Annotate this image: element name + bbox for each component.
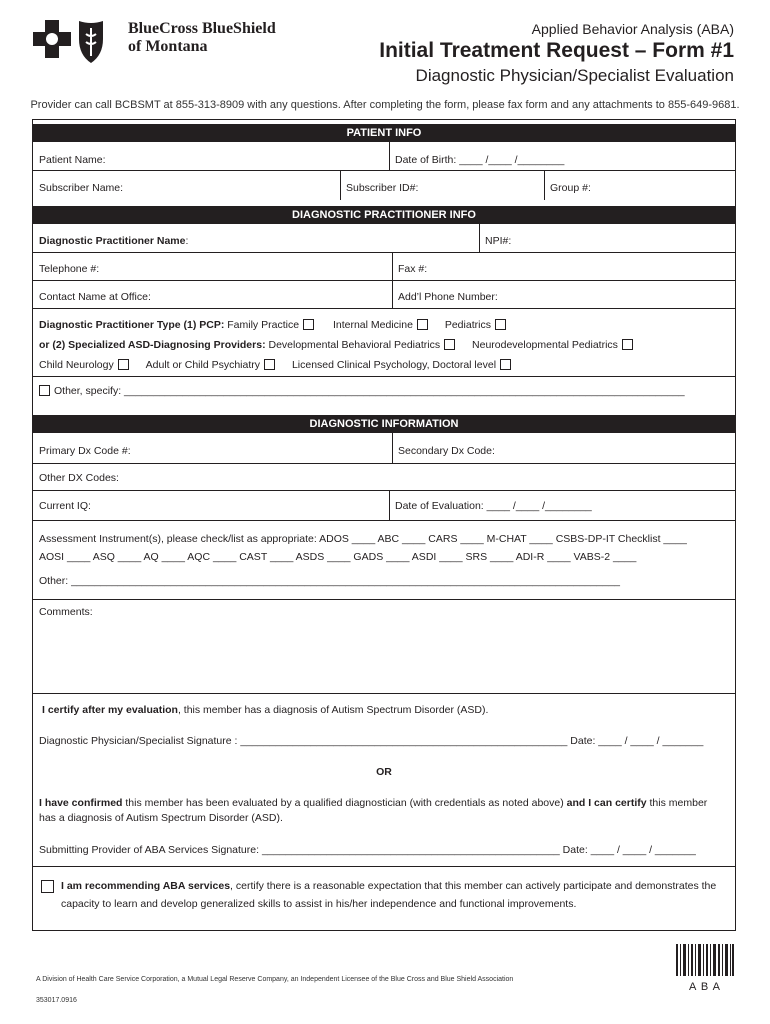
secondary-dx-field[interactable]: Secondary Dx Code: (398, 445, 495, 457)
practitioner-name-colon: : (185, 235, 189, 247)
form-subtitle: Diagnostic Physician/Specialist Evaluation (415, 66, 734, 85)
practitioner-type-row (39, 319, 506, 331)
opt-neurodevelopmental-pediatrics[interactable]: Neurodevelopmental Pediatrics (472, 339, 633, 351)
practitioner-name-label: Diagnostic Practitioner Name (39, 235, 186, 247)
opt-dev-behavioral-pediatrics[interactable]: Developmental Behavioral Pediatrics (269, 339, 456, 351)
checkbox-icon (444, 339, 455, 350)
recommend-aba-checkbox[interactable] (41, 880, 54, 893)
group-field[interactable]: Group #: (550, 182, 591, 194)
opt-clinical-psychology[interactable]: Licensed Clinical Psychology, Doctoral level (292, 359, 511, 371)
brand-name (128, 20, 276, 56)
brand-line2: of Montana (128, 38, 208, 55)
checkbox-icon (495, 319, 506, 330)
assessment-other-field[interactable]: Other: ______________________________________________________________________________________________ (39, 575, 621, 587)
recommend-statement-line2: capacity to learn and develop generalized skills to assist in his/her independence and functional improvements. (61, 898, 577, 910)
division-note: A Division of Health Care Service Corporation, a Mutual Legal Reserve Company, an Independent Licensee of the Blue Cross and Blue Shield Association (36, 976, 514, 983)
program-name: Applied Behavior Analysis (ABA) (531, 21, 734, 37)
cross-shield-icon (33, 18, 108, 66)
opt-family-practice[interactable]: Family Practice (227, 319, 314, 331)
assessment-line1[interactable]: Assessment Instrument(s), please check/list as appropriate: ADOS ____ ABC ____ CARS ____ M-CHAT ____ CSBS-DP-IT Checklist ____ (39, 533, 687, 545)
other-dx-field[interactable]: Other DX Codes: (39, 472, 119, 484)
barcode-icon (676, 944, 734, 976)
submitting-signature-field[interactable]: Submitting Provider of ABA Services Signature: ___________________________________________________ Date: ____ / ____ / _______ (39, 844, 696, 856)
subscriber-id-field[interactable]: Subscriber ID#: (346, 182, 419, 194)
dob-field[interactable]: Date of Birth: ____ /____ /________ (395, 154, 565, 166)
current-iq-field[interactable]: Current IQ: (39, 500, 91, 512)
checkbox-icon (622, 339, 633, 350)
asd-providers-row2 (39, 359, 511, 371)
aba-form (32, 119, 736, 931)
form-title: Initial Treatment Request – Form #1 (379, 39, 734, 62)
subscriber-name-field[interactable]: Subscriber Name: (39, 182, 124, 194)
opt-pediatrics[interactable]: Pediatrics (445, 319, 506, 331)
recommend-statement: I am recommending ABA services, certify there is a reasonable expectation that this member can actively participate and demonstrates the (61, 880, 717, 892)
diagnostic-info-header: DIAGNOSTIC INFORMATION (33, 415, 735, 433)
eval-date-field[interactable]: Date of Evaluation: ____ /____ /________ (395, 500, 592, 512)
or-divider: OR (376, 766, 392, 778)
barcode (676, 944, 734, 993)
assessment-line2[interactable]: AOSI ____ ASQ ____ AQ ____ AQC ____ CAST ____ ASDS ____ GADS ____ ASDI ____ SRS ____ ADI-R ____ VABS-2 ____ (39, 551, 637, 563)
asd-providers-label: or (2) Specialized ASD-Diagnosing Providers: (39, 339, 266, 351)
addl-phone-field[interactable]: Add’l Phone Number: (398, 291, 498, 303)
checkbox-icon (500, 359, 511, 370)
checkbox-icon (264, 359, 275, 370)
fax-field[interactable]: Fax #: (398, 263, 428, 275)
primary-dx-field[interactable]: Primary Dx Code #: (39, 445, 131, 457)
asd-providers-row (39, 339, 633, 351)
diagnostic-signature-field[interactable]: Diagnostic Physician/Specialist Signature : ________________________________________________________ Date: ____ / ____ / _______ (39, 735, 704, 747)
checkbox-icon (303, 319, 314, 330)
checkbox-icon (417, 319, 428, 330)
patient-info-header: PATIENT INFO (33, 124, 735, 142)
opt-internal-medicine[interactable]: Internal Medicine (333, 319, 428, 331)
patient-name-field[interactable]: Patient Name: (39, 154, 106, 166)
practitioner-type-label: Diagnostic Practitioner Type (1) PCP: (39, 319, 225, 331)
confirmed-statement-line2: has a diagnosis of Autism Spectrum Disorder (ASD). (39, 812, 283, 824)
practitioner-name-field[interactable] (39, 235, 188, 247)
barcode-label: A B A (689, 981, 721, 993)
telephone-field[interactable]: Telephone #: (39, 263, 100, 275)
confirmed-statement: I have confirmed this member has been evaluated by a qualified diagnostician (with credentials as noted above) and I can certify this member (39, 797, 708, 809)
certify-statement: I certify after my evaluation, this member has a diagnosis of Autism Spectrum Disorder (ASD). (42, 704, 489, 716)
brand-line1: BlueCross BlueShield (128, 20, 276, 37)
bcbs-logo (33, 18, 108, 66)
comments-field[interactable]: Comments: (39, 606, 93, 618)
other-specialty-field[interactable]: Other, specify: ________________________________________________________________________________________________ (39, 385, 685, 397)
contact-name-field[interactable]: Contact Name at Office: (39, 291, 151, 303)
contact-note: Provider can call BCBSMT at 855-313-8909 with any questions. After completing the form, please fax form and any attachments to 855-649-9681. (30, 99, 740, 111)
form-code: 353017.0916 (36, 997, 77, 1004)
opt-child-neurology[interactable]: Child Neurology (39, 359, 129, 371)
opt-psychiatry[interactable]: Adult or Child Psychiatry (146, 359, 275, 371)
checkbox-icon (118, 359, 129, 370)
npi-field[interactable]: NPI#: (485, 235, 512, 247)
checkbox-icon[interactable] (39, 385, 50, 396)
practitioner-info-header: DIAGNOSTIC PRACTITIONER INFO (33, 206, 735, 224)
